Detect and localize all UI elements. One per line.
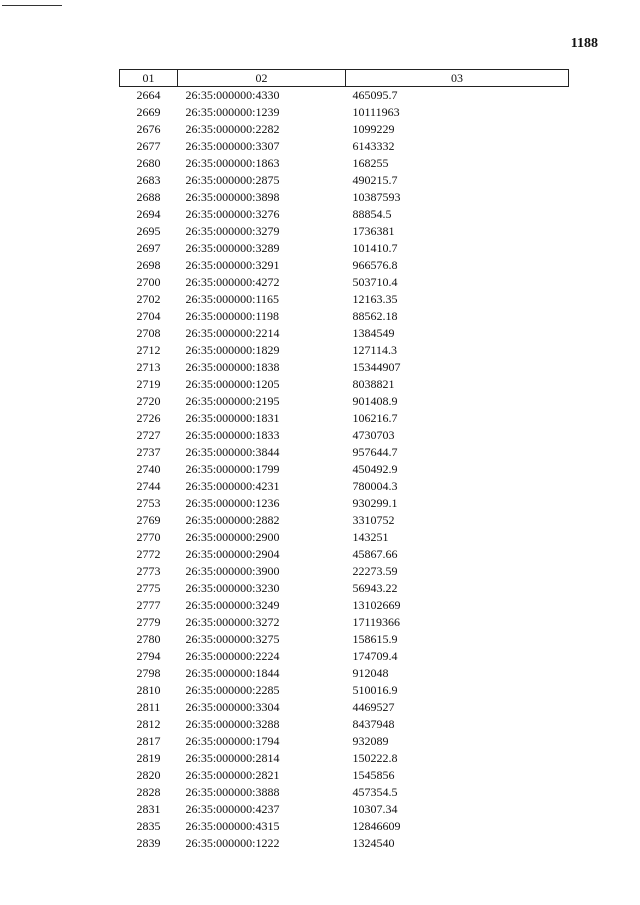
row-number-cell: 2719 [136, 377, 161, 391]
value-cell: 932089 [352, 734, 389, 748]
cadastral-number-cell: 26:35:000000:2875 [185, 173, 280, 187]
value-cell: 966576.8 [352, 258, 398, 272]
cadastral-number-cell: 26:35:000000:1844 [185, 666, 280, 680]
cadastral-number-cell: 26:35:000000:3272 [185, 615, 280, 629]
table-row [120, 172, 569, 189]
table-row [120, 155, 569, 172]
cadastral-number-cell: 26:35:000000:1236 [185, 496, 280, 510]
value-cell: 106216.7 [352, 411, 398, 425]
corner-rule [2, 5, 62, 6]
table-body [120, 87, 569, 853]
row-number-cell: 2669 [136, 105, 161, 119]
row-number-cell: 2702 [136, 292, 161, 306]
row-number-cell: 2744 [136, 479, 161, 493]
cadastral-number-cell: 26:35:000000:1831 [185, 411, 280, 425]
table-row [120, 427, 569, 444]
cadastral-number-cell: 26:35:000000:1239 [185, 105, 280, 119]
value-cell: 10387593 [352, 190, 401, 204]
table-row [120, 393, 569, 410]
cadastral-number-cell: 26:35:000000:3844 [185, 445, 280, 459]
value-cell: 174709.4 [352, 649, 398, 663]
value-cell: 8437948 [352, 717, 395, 731]
page-number: 1188 [570, 36, 598, 51]
value-cell: 143251 [352, 530, 389, 544]
table-row [120, 104, 569, 121]
cadastral-number-cell: 26:35:000000:3307 [185, 139, 280, 153]
cadastral-number-cell: 26:35:000000:1198 [185, 309, 280, 323]
table-row [120, 716, 569, 733]
row-number-cell: 2810 [136, 683, 161, 697]
row-number-cell: 2694 [136, 207, 161, 221]
table-header-row [120, 70, 569, 87]
table-row [120, 223, 569, 240]
value-cell: 45867.66 [352, 547, 398, 561]
value-cell: 101410.7 [352, 241, 398, 255]
cadastral-number-cell: 26:35:000000:1799 [185, 462, 280, 476]
value-cell: 780004.3 [352, 479, 398, 493]
row-number-cell: 2769 [136, 513, 161, 527]
cadastral-number-cell: 26:35:000000:2904 [185, 547, 280, 561]
row-number-cell: 2828 [136, 785, 161, 799]
table-row [120, 461, 569, 478]
cadastral-number-cell: 26:35:000000:4330 [185, 88, 280, 102]
cadastral-number-cell: 26:35:000000:2285 [185, 683, 280, 697]
cadastral-number-cell: 26:35:000000:3304 [185, 700, 280, 714]
table-row [120, 257, 569, 274]
table-row [120, 835, 569, 852]
table-row [120, 410, 569, 427]
table-row [120, 291, 569, 308]
value-cell: 88562.18 [352, 309, 398, 323]
row-number-cell: 2740 [136, 462, 161, 476]
value-cell: 1736381 [352, 224, 395, 238]
value-cell: 465095.7 [352, 88, 398, 102]
table-row [120, 376, 569, 393]
value-cell: 88854.5 [352, 207, 392, 221]
cadastral-number-cell: 26:35:000000:3898 [185, 190, 280, 204]
row-number-cell: 2777 [136, 598, 161, 612]
table-row [120, 682, 569, 699]
table-row [120, 614, 569, 631]
row-number-cell: 2770 [136, 530, 161, 544]
table-row [120, 512, 569, 529]
cadastral-number-cell: 26:35:000000:3249 [185, 598, 280, 612]
value-cell: 13102669 [352, 598, 401, 612]
cadastral-number-cell: 26:35:000000:2821 [185, 768, 280, 782]
row-number-cell: 2779 [136, 615, 161, 629]
cadastral-number-cell: 26:35:000000:3888 [185, 785, 280, 799]
table-row [120, 784, 569, 801]
cadastral-number-cell: 26:35:000000:1222 [185, 836, 280, 850]
cadastral-number-cell: 26:35:000000:4237 [185, 802, 280, 816]
row-number-cell: 2753 [136, 496, 161, 510]
value-cell: 901408.9 [352, 394, 398, 408]
cadastral-number-cell: 26:35:000000:3288 [185, 717, 280, 731]
row-number-cell: 2819 [136, 751, 161, 765]
cadastral-number-cell: 26:35:000000:3289 [185, 241, 280, 255]
cadastral-number-cell: 26:35:000000:2814 [185, 751, 280, 765]
value-cell: 510016.9 [352, 683, 398, 697]
data-table [119, 69, 569, 852]
row-number-cell: 2798 [136, 666, 161, 680]
cadastral-number-cell: 26:35:000000:2195 [185, 394, 280, 408]
table-row [120, 580, 569, 597]
table-row [120, 665, 569, 682]
row-number-cell: 2704 [136, 309, 161, 323]
table-row [120, 699, 569, 716]
table-row [120, 478, 569, 495]
row-number-cell: 2775 [136, 581, 161, 595]
cadastral-number-cell: 26:35:000000:1833 [185, 428, 280, 442]
row-number-cell: 2820 [136, 768, 161, 782]
cadastral-number-cell: 26:35:000000:3276 [185, 207, 280, 221]
row-number-cell: 2835 [136, 819, 161, 833]
cadastral-number-cell: 26:35:000000:4315 [185, 819, 280, 833]
table-row [120, 240, 569, 257]
row-number-cell: 2831 [136, 802, 161, 816]
cadastral-number-cell: 26:35:000000:1794 [185, 734, 280, 748]
column-header-01: 01 [120, 70, 178, 87]
row-number-cell: 2773 [136, 564, 161, 578]
row-number-cell: 2772 [136, 547, 161, 561]
value-cell: 56943.22 [352, 581, 398, 595]
row-number-cell: 2817 [136, 734, 161, 748]
cadastral-number-cell: 26:35:000000:2282 [185, 122, 280, 136]
cadastral-number-cell: 26:35:000000:3291 [185, 258, 280, 272]
row-number-cell: 2811 [136, 700, 161, 714]
row-number-cell: 2726 [136, 411, 161, 425]
row-number-cell: 2713 [136, 360, 161, 374]
cadastral-number-cell: 26:35:000000:1205 [185, 377, 280, 391]
value-cell: 168255 [352, 156, 389, 170]
cadastral-number-cell: 26:35:000000:3275 [185, 632, 280, 646]
row-number-cell: 2677 [136, 139, 161, 153]
row-number-cell: 2737 [136, 445, 161, 459]
value-cell: 457354.5 [352, 785, 398, 799]
value-cell: 17119366 [352, 615, 401, 629]
table-row [120, 563, 569, 580]
row-number-cell: 2780 [136, 632, 161, 646]
value-cell: 10111963 [352, 105, 400, 119]
table-row [120, 767, 569, 784]
value-cell: 1099229 [352, 122, 395, 136]
table-row [120, 801, 569, 818]
table-row [120, 495, 569, 512]
table-row [120, 733, 569, 750]
column-header-02: 02 [178, 70, 346, 87]
row-number-cell: 2683 [136, 173, 161, 187]
row-number-cell: 2700 [136, 275, 161, 289]
value-cell: 1384549 [352, 326, 395, 340]
cadastral-number-cell: 26:35:000000:4272 [185, 275, 280, 289]
row-number-cell: 2812 [136, 717, 161, 731]
value-cell: 1324540 [352, 836, 395, 850]
row-number-cell: 2720 [136, 394, 161, 408]
cadastral-number-cell: 26:35:000000:3279 [185, 224, 280, 238]
value-cell: 930299.1 [352, 496, 398, 510]
value-cell: 15344907 [352, 360, 401, 374]
value-cell: 4730703 [352, 428, 395, 442]
table-row [120, 597, 569, 614]
value-cell: 127114.3 [352, 343, 398, 357]
column-header-03: 03 [346, 70, 569, 87]
row-number-cell: 2712 [136, 343, 161, 357]
table-row [120, 274, 569, 291]
table-row [120, 648, 569, 665]
table-row [120, 189, 569, 206]
cadastral-number-cell: 26:35:000000:4231 [185, 479, 280, 493]
row-number-cell: 2680 [136, 156, 161, 170]
row-number-cell: 2664 [136, 88, 161, 102]
value-cell: 450492.9 [352, 462, 398, 476]
table-row [120, 87, 569, 105]
row-number-cell: 2688 [136, 190, 161, 204]
cadastral-number-cell: 26:35:000000:1863 [185, 156, 280, 170]
value-cell: 4469527 [352, 700, 395, 714]
table-row [120, 308, 569, 325]
table-row [120, 359, 569, 376]
table-row [120, 750, 569, 767]
table-row [120, 444, 569, 461]
table-row [120, 529, 569, 546]
value-cell: 22273.59 [352, 564, 398, 578]
table-row [120, 138, 569, 155]
value-cell: 3310752 [352, 513, 395, 527]
cadastral-number-cell: 26:35:000000:1165 [185, 292, 280, 306]
cadastral-number-cell: 26:35:000000:2900 [185, 530, 280, 544]
row-number-cell: 2727 [136, 428, 161, 442]
value-cell: 957644.7 [352, 445, 398, 459]
row-number-cell: 2708 [136, 326, 161, 340]
value-cell: 503710.4 [352, 275, 398, 289]
cadastral-number-cell: 26:35:000000:3900 [185, 564, 280, 578]
cadastral-number-cell: 26:35:000000:1838 [185, 360, 280, 374]
row-number-cell: 2697 [136, 241, 161, 255]
table-row [120, 546, 569, 563]
value-cell: 12846609 [352, 819, 401, 833]
table-row [120, 325, 569, 342]
value-cell: 158615.9 [352, 632, 398, 646]
table-row [120, 631, 569, 648]
table-row [120, 818, 569, 835]
row-number-cell: 2698 [136, 258, 161, 272]
table-row [120, 342, 569, 359]
cadastral-number-cell: 26:35:000000:2882 [185, 513, 280, 527]
value-cell: 912048 [352, 666, 389, 680]
table-row [120, 121, 569, 138]
value-cell: 8038821 [352, 377, 395, 391]
row-number-cell: 2695 [136, 224, 161, 238]
value-cell: 1545856 [352, 768, 395, 782]
cadastral-number-cell: 26:35:000000:1829 [185, 343, 280, 357]
value-cell: 10307.34 [352, 802, 398, 816]
cadastral-number-cell: 26:35:000000:3230 [185, 581, 280, 595]
cadastral-number-cell: 26:35:000000:2224 [185, 649, 280, 663]
row-number-cell: 2676 [136, 122, 161, 136]
row-number-cell: 2794 [136, 649, 161, 663]
value-cell: 6143332 [352, 139, 395, 153]
table-row [120, 206, 569, 223]
value-cell: 490215.7 [352, 173, 398, 187]
value-cell: 12163.35 [352, 292, 398, 306]
row-number-cell: 2839 [136, 836, 161, 850]
value-cell: 150222.8 [352, 751, 398, 765]
cadastral-number-cell: 26:35:000000:2214 [185, 326, 280, 340]
